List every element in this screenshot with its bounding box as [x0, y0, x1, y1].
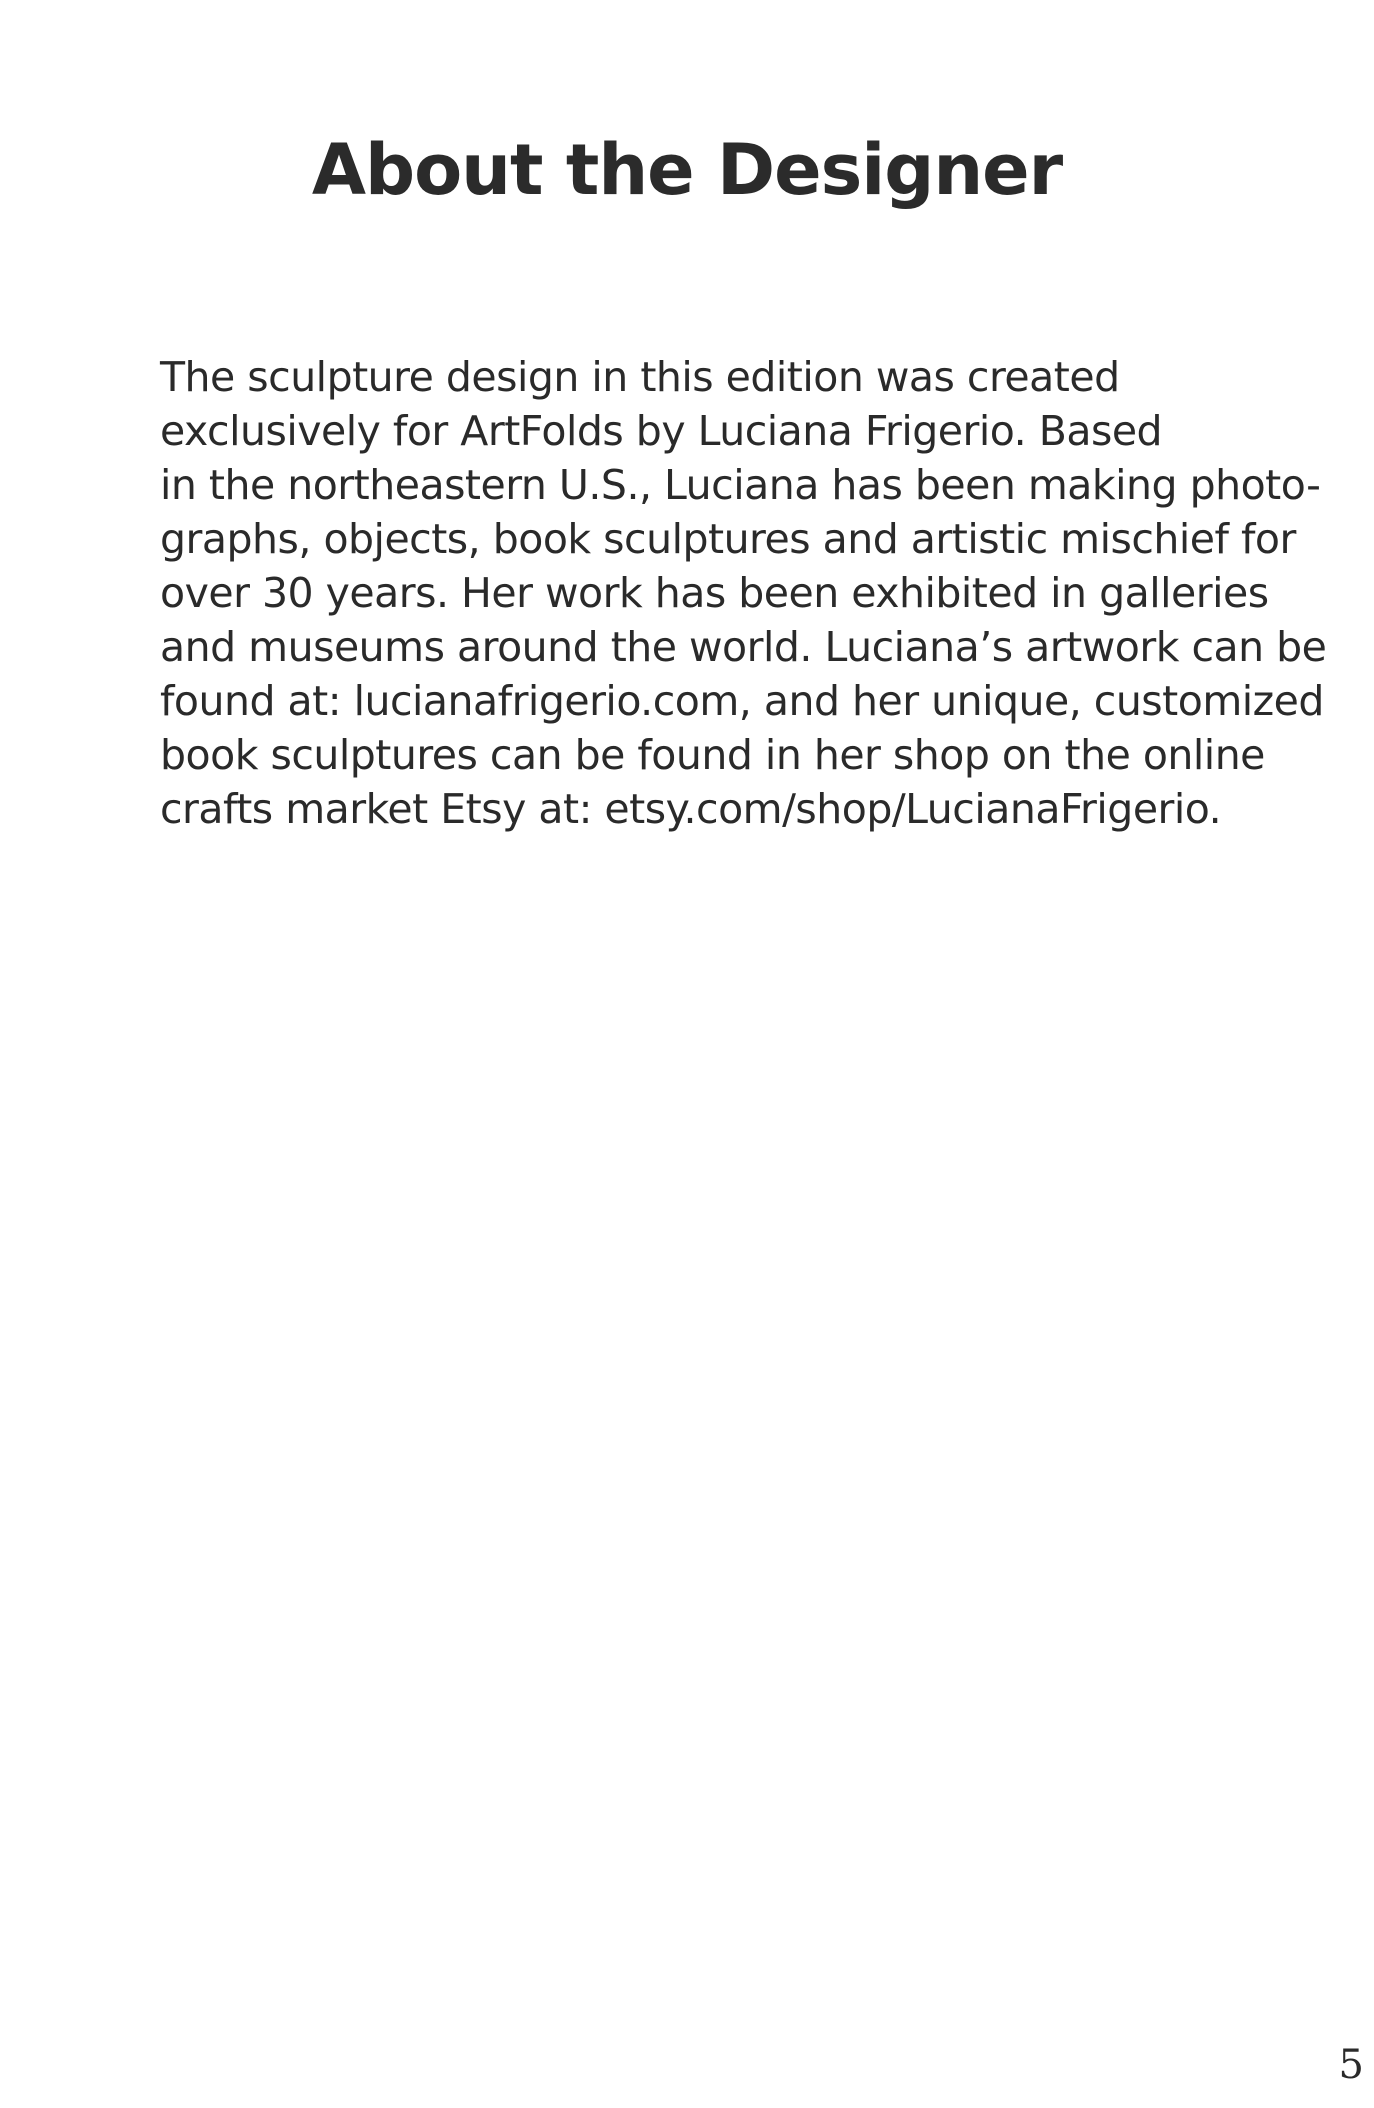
- bio-line: crafts market Etsy at: etsy.com/shop/LucianaFrigerio.: [160, 785, 1222, 833]
- bio-line: found at: lucianafrigerio.com, and her unique, customized: [160, 677, 1324, 725]
- bio-line: exclusively for ArtFolds by Luciana Frigerio. Based: [160, 407, 1163, 455]
- bio-line: The sculpture design in this edition was created: [160, 353, 1120, 401]
- bio-line: over 30 years. Her work has been exhibited in galleries: [160, 569, 1269, 617]
- designer-bio: [160, 350, 1326, 836]
- page-title: About the Designer: [311, 129, 1063, 211]
- bio-line: graphs, objects, book sculptures and artistic mischief for: [160, 515, 1296, 563]
- page-number: 5: [1338, 2042, 1364, 2088]
- bio-line: and museums around the world. Luciana’s artwork can be: [160, 623, 1327, 671]
- bio-line: book sculptures can be found in her shop on the online: [160, 731, 1265, 779]
- bio-line: in the northeastern U.S., Luciana has been making photo-: [160, 461, 1321, 509]
